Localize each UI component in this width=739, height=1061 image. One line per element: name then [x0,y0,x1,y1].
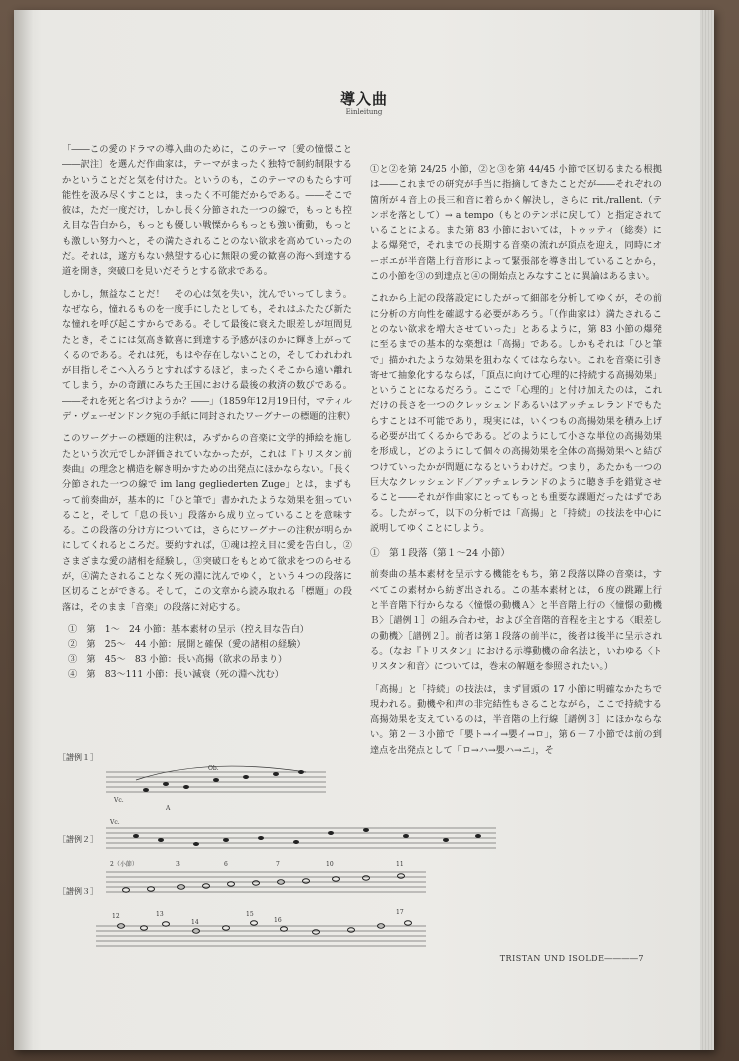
svg-text:2（小節）: 2（小節） [110,861,138,868]
svg-text:7: 7 [276,861,280,868]
left-column [62,142,356,682]
staff-lines-2 [106,828,496,848]
right-paragraph-4: 「高揚」と「持続」の技法は，まず冒頭の 17 小節に明確なかたちで現われる。動機や和声の非完結性もさることながら，ここで持続する高揚効果を支えているのは，半音階の上行線［譜例３］にほかならない。第２－３小節で「嬰ト→イ→嬰イ→ロ」，第６－７小節では前の到達点を出発点として「ロ→ハ→嬰ハ→ニ」，そ [370,683,662,756]
phrase-slur [136,766,306,780]
page-edges [700,10,714,1050]
left-paragraph-3: このワーグナーの標題的注釈は，みずからの音楽に文学的挿絵を施したという次元でしか評価されていなかったが，これは『トリスタン前奏曲』の理念と構造を解き明かすための出発点にほかならない。「長く分節された一つの線で im lang gegliederten Zuge」とは，まずもって前奏曲が，基本的に「ひと筆で」書かれたような効果を狙っていること，そして「息の長い」段落から成り立っていることを意味する。この段落の分け方については，さらにワーグナーの注釈が明らかにしてくれるところだ。要約すれば，①魂は控え目に愛を告白し，②さまざまな愛の諸相を経験し，③突破口をもとめて欲求をつのらせるが，④満たされることなく死の淵に沈んでゆく，という４つの段落に区切ることができる。そして，この文章から読み取れる「標題」の段落は，そのまま「音楽」の段落に対応する。 [62,433,352,613]
svg-text:14: 14 [191,919,199,926]
page-subtitle: Einleitung [345,108,383,116]
svg-text:10: 10 [326,861,334,868]
example-3-label: ［譜例３］ [58,887,98,896]
svg-text:6: 6 [224,861,228,868]
section-item-3: ③ 第 45～ 83 小節：長い高揚（欲求の昂まり） [68,653,288,665]
section-item-1: ① 第 1～ 24 小節：基本素材の呈示（控え目な告白） [68,623,309,635]
music-example-3-line-2 [96,904,436,954]
svg-text:16: 16 [274,917,282,924]
notes-3a [123,874,405,892]
mark-vc-2: Vc. [110,819,120,826]
left-paragraph-1: 「――この愛のドラマの導入曲のために，このテーマ〔愛の憧憬こと――訳注〕を選んだ作曲家は，テーマがまったく独特で制約制限するかということだと気を付けた。というのも，このテーマのもたらす可能性を汲み尽くすことは，まったく不可能だからである。――そこで彼は，ただ一度だけ，しかし長く分節された一つの線で，もっとも控え目な告白から，もっとも優しい戦慄からもっとも強い衝動，もっとも激しい努力へと，その満たされることのない欲求を高めていったのだ。それは，遂方もない熱望する心に無限の愛の歓喜の海へ到達する道を開き，突破口を見いだそうとする欲求である。 [62,144,352,278]
left-paragraph-2: しかし，無益なことだ！ その心は気を失い，沈んでいってしまう。なぜなら，憧れるものを一度手にしたとしても，それはふたたび新たな憧れを呼び起こすからである。そして最後に衰えた眼差しが垣間見たとき，そこには気高き歓喜に到達する予感がほのかに輝き上がってくるのである。それは死，もはや存在しないことの，そしてわれわれが目指しそこへ入ろうとすればするほど，まったくそこから遠い離れてしまう，かの奇蹟にみちた王国における最後の救済の数びである。――それを死と名づけようか？――」（1859年12月19日付，マティルデ・ヴェーゼンドンク宛の手紙に同封されたワーグナーの標題的注釈） [62,288,356,423]
book-page [14,10,714,1050]
svg-text:12: 12 [112,913,120,920]
right-paragraph-1: ①と②を第 24/25 小節，②と③を第 44/45 小節で区切るまたる根拠は――これまでの研究が手当に指摘してきたことだが――それぞれの箇所が４音上の長三和音に着らかく解決し，さらに rit./rallent.（テンポを落として）→ a tempo（もとのテンポに戻して）と指定されていることによる。また第 83 小節においては，トゥッティ（総奏）による爆発で，それまでの長期する音楽の流れが頂点を迎え，同時にオーボエが半音階上行音形によって緊張部を導き出していることから，この小節を③の到達点と④の開始点とみなすことに異論はあるまい。 [370,164,662,283]
page-title: 導入曲 [339,90,388,108]
notes-1 [143,770,304,792]
page-spine [14,10,34,1050]
example-1-label: ［譜例１］ [58,753,98,762]
section-item-2: ② 第 25～ 44 小節：展開と確保（愛の諸相の経験） [68,638,306,650]
svg-text:15: 15 [246,911,254,918]
svg-text:17: 17 [396,909,404,916]
music-example-3-line-1 [106,860,436,900]
mark-ob: Ob. [208,765,219,772]
running-footer: TRISTAN UND ISOLDE――――7 [499,954,644,963]
right-paragraph-2: これから上記の段落設定にしたがって細部を分析してゆくが，その前に分析の方向性を確認する必要があろう。「（作曲家は）満たされることのない欲求を増大させていった」とあるように，第 83 小節の爆発に至るまでの基本的な楽想は「高揚」である。しかもそれは「ひと筆で」描かれたような効果を狙わなくてはならない。これを音楽に引き寄せて抽象化するならば，「頂点に向けて心理的に持続する高揚効果」ということになるだろう。ここで「心理的」と付け加えたのは，これだけの長さを一つのクレッシェンドあるいはアッチェレランドでもたらすことは不可能であり，現実には，いくつもの高揚効果を積み上げる必要が出てくるからである。どのようにして小さな単位の高揚効果を形成し，どのようにして個々の高揚効果を全体の高揚効果へと結びつけていったかが問題になるというわけだ。つまり，あたかも一つの巨大なクレッシェンド／アッチェレランドのように聴き手を錯覚させること――それが作曲家にとってもっとも重要な課題だったはずである。したがって，以下の分析では「高揚」と「持続」の技法を中心に説明してゆくことにしよう。 [370,293,662,534]
section-item-4: ④ 第 83～111 小節：長い減衰（死の淵へ沈む） [68,668,284,680]
music-example-2 [106,818,506,858]
music-example-1 [106,762,346,812]
mark-vc: Vc. [114,797,124,804]
svg-text:13: 13 [156,911,164,918]
staff-lines-3b [96,926,426,946]
section-heading: ① 第１段落（第１～24 小節） [370,548,510,560]
section-list [68,622,352,682]
mark-a: A [166,805,171,812]
notes-3b [118,921,412,934]
example-2-label: ［譜例２］ [58,835,98,844]
svg-text:11: 11 [396,861,404,868]
svg-text:3: 3 [176,861,180,868]
right-column [370,162,662,765]
bar-numbers-3a [110,860,404,868]
right-paragraph-3: 前奏曲の基本素材を呈示する機能をもち，第２段落以降の音楽は，すべてこの素材から紡ぎ出される。この基本素材とは，６度の跳躍上行と半音階下行からなる〈憧憬の動機Ａ〉と半音階上行の〈憧憬の動機Ｂ〉［譜例１］の組み合わせ，および全音階的音程を主とする〈眼差しの動機〉［譜例２］。前者は第１段落の前半に，後者は後半に呈示される。（なお『トリスタン』における示導動機の命名法と，いわゆる〈トリスタン和音〉については，巻末の解題を参照されたい。） [370,569,662,673]
